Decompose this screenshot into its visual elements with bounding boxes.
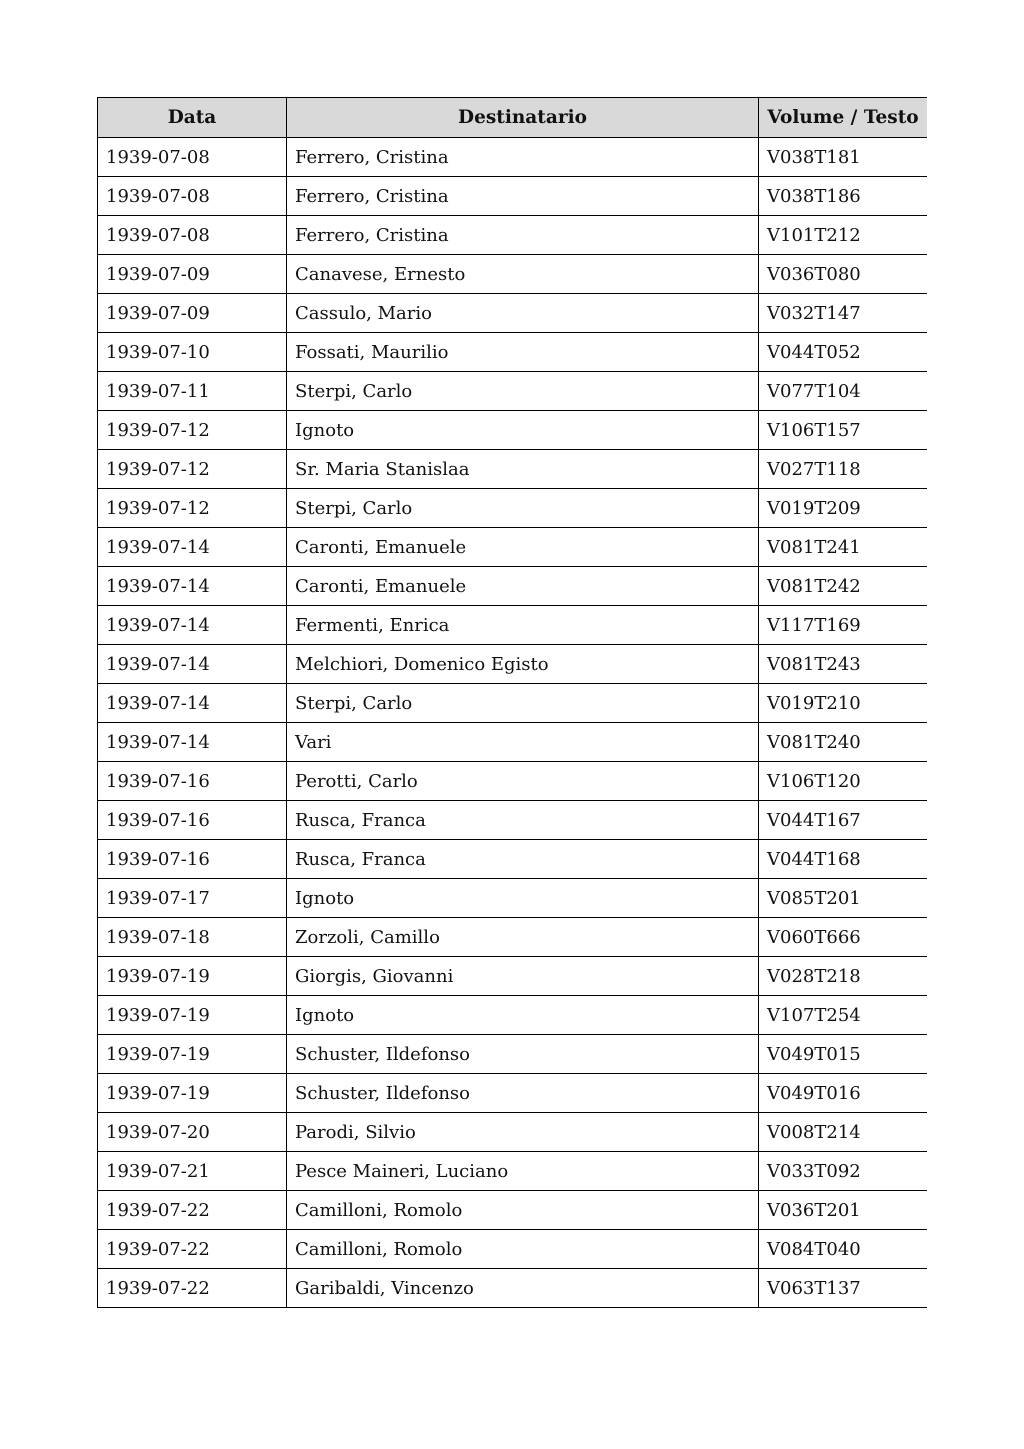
cell-volume: V085T201: [759, 879, 928, 918]
cell-recipient: Fossati, Maurilio: [287, 333, 759, 372]
table-row: [98, 1113, 928, 1152]
cell-date: 1939-07-08: [98, 216, 287, 255]
header-volume: Volume / Testo: [759, 98, 928, 138]
cell-recipient: Fermenti, Enrica: [287, 606, 759, 645]
table-body: [98, 138, 928, 1308]
table-row: [98, 1074, 928, 1113]
cell-volume: V049T016: [759, 1074, 928, 1113]
cell-date: 1939-07-19: [98, 1035, 287, 1074]
table-row: [98, 840, 928, 879]
table-row: [98, 372, 928, 411]
cell-recipient: Giorgis, Giovanni: [287, 957, 759, 996]
cell-date: 1939-07-09: [98, 294, 287, 333]
cell-date: 1939-07-14: [98, 528, 287, 567]
cell-date: 1939-07-20: [98, 1113, 287, 1152]
cell-recipient: Sterpi, Carlo: [287, 372, 759, 411]
table-row: [98, 684, 928, 723]
cell-volume: V019T210: [759, 684, 928, 723]
cell-date: 1939-07-10: [98, 333, 287, 372]
cell-volume: V036T201: [759, 1191, 928, 1230]
cell-recipient: Ferrero, Cristina: [287, 138, 759, 177]
cell-date: 1939-07-11: [98, 372, 287, 411]
cell-date: 1939-07-14: [98, 684, 287, 723]
cell-volume: V081T242: [759, 567, 928, 606]
cell-date: 1939-07-12: [98, 450, 287, 489]
cell-date: 1939-07-22: [98, 1230, 287, 1269]
table-row: [98, 138, 928, 177]
table-row: [98, 216, 928, 255]
cell-recipient: Sterpi, Carlo: [287, 684, 759, 723]
letters-table: [97, 97, 927, 1308]
table-row: [98, 1152, 928, 1191]
cell-date: 1939-07-14: [98, 723, 287, 762]
cell-volume: V033T092: [759, 1152, 928, 1191]
cell-date: 1939-07-14: [98, 606, 287, 645]
table-row: [98, 567, 928, 606]
cell-volume: V044T167: [759, 801, 928, 840]
cell-recipient: Camilloni, Romolo: [287, 1191, 759, 1230]
table-row: [98, 957, 928, 996]
cell-recipient: Ferrero, Cristina: [287, 216, 759, 255]
cell-date: 1939-07-12: [98, 411, 287, 450]
cell-recipient: Sr. Maria Stanislaa: [287, 450, 759, 489]
cell-recipient: Rusca, Franca: [287, 801, 759, 840]
cell-volume: V081T241: [759, 528, 928, 567]
table-row: [98, 1269, 928, 1308]
table-row: [98, 1035, 928, 1074]
cell-recipient: Canavese, Ernesto: [287, 255, 759, 294]
cell-volume: V044T052: [759, 333, 928, 372]
table-row: [98, 294, 928, 333]
cell-recipient: Camilloni, Romolo: [287, 1230, 759, 1269]
cell-recipient: Ignoto: [287, 411, 759, 450]
cell-recipient: Melchiori, Domenico Egisto: [287, 645, 759, 684]
cell-recipient: Ignoto: [287, 996, 759, 1035]
table-row: [98, 333, 928, 372]
table-row: [98, 411, 928, 450]
cell-recipient: Sterpi, Carlo: [287, 489, 759, 528]
cell-date: 1939-07-18: [98, 918, 287, 957]
cell-volume: V060T666: [759, 918, 928, 957]
cell-volume: V117T169: [759, 606, 928, 645]
cell-recipient: Ignoto: [287, 879, 759, 918]
table-row: [98, 996, 928, 1035]
table-row: [98, 879, 928, 918]
cell-volume: V038T186: [759, 177, 928, 216]
cell-recipient: Schuster, Ildefonso: [287, 1074, 759, 1113]
header-row: [98, 98, 928, 138]
cell-volume: V019T209: [759, 489, 928, 528]
cell-date: 1939-07-09: [98, 255, 287, 294]
table-row: [98, 762, 928, 801]
table-row: [98, 177, 928, 216]
cell-volume: V101T212: [759, 216, 928, 255]
cell-volume: V032T147: [759, 294, 928, 333]
header-date: Data: [98, 98, 287, 138]
cell-volume: V049T015: [759, 1035, 928, 1074]
cell-recipient: Parodi, Silvio: [287, 1113, 759, 1152]
cell-volume: V028T218: [759, 957, 928, 996]
cell-date: 1939-07-14: [98, 567, 287, 606]
cell-volume: V063T137: [759, 1269, 928, 1308]
table-row: [98, 723, 928, 762]
cell-recipient: Ferrero, Cristina: [287, 177, 759, 216]
cell-date: 1939-07-16: [98, 801, 287, 840]
cell-recipient: Rusca, Franca: [287, 840, 759, 879]
cell-recipient: Cassulo, Mario: [287, 294, 759, 333]
cell-date: 1939-07-21: [98, 1152, 287, 1191]
table-row: [98, 801, 928, 840]
cell-recipient: Perotti, Carlo: [287, 762, 759, 801]
cell-date: 1939-07-17: [98, 879, 287, 918]
table-row: [98, 1230, 928, 1269]
cell-date: 1939-07-22: [98, 1191, 287, 1230]
cell-date: 1939-07-14: [98, 645, 287, 684]
cell-volume: V008T214: [759, 1113, 928, 1152]
cell-volume: V081T240: [759, 723, 928, 762]
table-header: [98, 98, 928, 138]
cell-date: 1939-07-19: [98, 957, 287, 996]
cell-date: 1939-07-08: [98, 177, 287, 216]
cell-date: 1939-07-19: [98, 996, 287, 1035]
cell-recipient: Caronti, Emanuele: [287, 528, 759, 567]
cell-recipient: Garibaldi, Vincenzo: [287, 1269, 759, 1308]
letters-table-container: [97, 97, 927, 1312]
table-row: [98, 489, 928, 528]
cell-volume: V106T157: [759, 411, 928, 450]
cell-volume: V036T080: [759, 255, 928, 294]
table-row: [98, 645, 928, 684]
cell-date: 1939-07-12: [98, 489, 287, 528]
cell-volume: V106T120: [759, 762, 928, 801]
table-row: [98, 918, 928, 957]
cell-volume: V038T181: [759, 138, 928, 177]
cell-date: 1939-07-16: [98, 840, 287, 879]
cell-volume: V081T243: [759, 645, 928, 684]
cell-date: 1939-07-19: [98, 1074, 287, 1113]
cell-date: 1939-07-22: [98, 1269, 287, 1308]
cell-volume: V044T168: [759, 840, 928, 879]
cell-recipient: Vari: [287, 723, 759, 762]
table-row: [98, 1191, 928, 1230]
cell-recipient: Zorzoli, Camillo: [287, 918, 759, 957]
table-row: [98, 255, 928, 294]
cell-volume: V027T118: [759, 450, 928, 489]
cell-recipient: Pesce Maineri, Luciano: [287, 1152, 759, 1191]
cell-volume: V077T104: [759, 372, 928, 411]
cell-volume: V084T040: [759, 1230, 928, 1269]
cell-date: 1939-07-08: [98, 138, 287, 177]
cell-volume: V107T254: [759, 996, 928, 1035]
table-row: [98, 606, 928, 645]
table-row: [98, 450, 928, 489]
cell-recipient: Caronti, Emanuele: [287, 567, 759, 606]
cell-date: 1939-07-16: [98, 762, 287, 801]
header-recipient: Destinatario: [287, 98, 759, 138]
cell-recipient: Schuster, Ildefonso: [287, 1035, 759, 1074]
table-row: [98, 528, 928, 567]
